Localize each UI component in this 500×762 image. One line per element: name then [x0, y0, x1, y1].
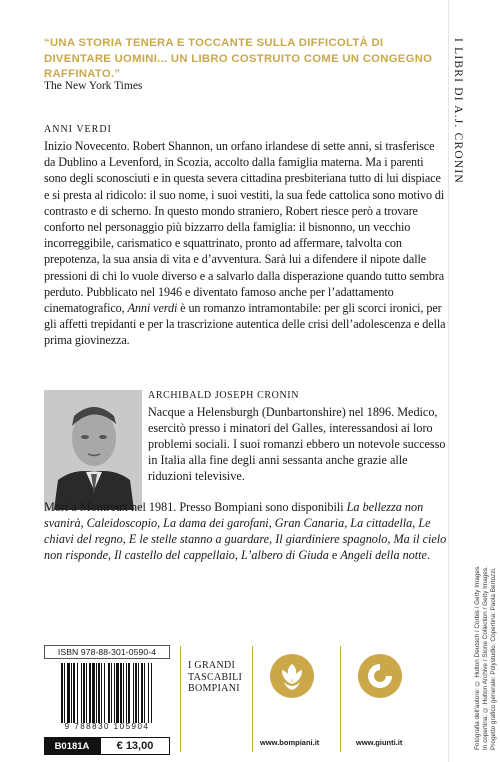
bompiani-logo-icon — [270, 654, 314, 698]
author-bio-top: Nacque a Helensburgh (Dunbartonshire) nel 1896. Medico, esercitò presso i minatori del Galles, interessandosi ai loro problemi sociali. I suoi romanzi ebbero un notevole successo in Italia alla fine degli anni sessanta anche grazie alle riduzioni televisive. — [148, 405, 446, 483]
barcode-bars — [44, 663, 170, 723]
synopsis-book-title: Anni verdi — [127, 301, 178, 316]
author-name: ARCHIBALD JOSEPH CRONIN — [148, 390, 300, 401]
synopsis-text-2: è un romanzo intramontabile: per gli scorci ironici, per gli affetti trepidanti e per la trascrizione autentica delle crisi dell’adolescenza e della prima giovinezza. — [44, 301, 446, 348]
synopsis-text-1: Inizio Novecento. Robert Shannon, un orfano irlandese di sette anni, si trasferisce da Dublino a Levenford, in Scozia, accolto dalla famiglia materna. Ma i parenti sono degli sconosciuti e in questa severa cittadina presbiteriana tutto di lui dispiace e si presta al ridicolo: il suo nome, i suoi vestiti, la sua fede cattolica sono motivo di contrasto e di scherno. In questo mondo straniero, Robert riesce però a trovare conforto nel personaggio più bizzarro della famiglia: il bisnonno, un vecchio incorreggibile, carismatico e squattrinato, pronto ad affermare, talvolta con prepotenza, la sua ansia di vita e d’avventura. Sarà lui a difendere il nipote dalle pressioni di chi lo vuole diverso e a salvarlo dalla disperazione quando tutto sembra perduto. Pubblicato nel 1946 e diventato famoso anche per l’adattamento cinematografico, — [44, 139, 445, 316]
bio-intro: Morì a Montreux nel 1981. Presso Bompiani sono disponibili — [44, 500, 347, 514]
giunti-website: www.giunti.it — [356, 738, 403, 747]
price-label: € 13,00 — [100, 737, 170, 755]
product-code: B0181A — [44, 737, 100, 755]
giunti-logo-icon — [358, 654, 402, 698]
author-portrait-graphic — [44, 390, 142, 510]
work-title: E le stelle stanno a guardare — [128, 531, 270, 546]
price-row — [44, 737, 170, 755]
image-credits: Fotografia dell’autore: © Hulton Deutsch / Corbis / Getty Images. In copertina: © Hulton Archive / Stone Collection / Getty Images. Progetto grafico generale: Polystudio. Copertina: Paola Bertozzi. — [474, 565, 497, 750]
barcode-block — [44, 645, 170, 745]
and-word: e — [328, 547, 341, 562]
isbn-label: ISBN 978-88-301-0590-4 — [44, 645, 170, 659]
series-name: I GRANDI TASCABILI BOMPIANI — [188, 660, 243, 694]
end-punct: . — [426, 547, 431, 562]
spine-series-title: I LIBRI DI A.J. CRONIN — [452, 38, 464, 184]
quote-source: The New York Times — [44, 80, 143, 92]
work-title: Il castello del cappellaio — [114, 547, 235, 562]
barcode-bar — [152, 663, 153, 723]
work-title: Gran Canaria — [274, 515, 345, 530]
author-photo — [44, 390, 142, 510]
work-title: Caleidoscopio — [86, 515, 158, 530]
bompiani-website: www.bompiani.it — [260, 738, 320, 747]
divider-line — [252, 646, 253, 752]
divider-line — [340, 646, 341, 752]
work-title: L’albero di Giuda — [241, 547, 329, 562]
work-title: La dama dei garofani — [163, 515, 269, 530]
book-title-heading: ANNI VERDI — [44, 124, 112, 135]
work-title: La cittadella — [350, 515, 413, 530]
author-bio-bottom: Morì a Montreux nel 1981. Presso Bompiani sono disponibili La bellezza non svanirà, Caleidoscopio, La dama dei garofani, Gran Canaria, La cittadella, Le chiavi del regno, E le stelle stanno a guardare, Il giardiniere spagnolo, Ma il cielo non risponde, Il castello del cappellaio, L’albero di Giuda e Angeli della notte. — [44, 500, 447, 562]
work-title: La bellezza non svanirà — [44, 500, 424, 530]
divider-line — [180, 646, 181, 752]
book-synopsis — [44, 138, 446, 349]
spine-fold-line — [448, 0, 449, 762]
work-title: Le chiavi del regno — [44, 515, 431, 546]
bompiani-mark-graphic — [270, 654, 314, 698]
work-title: Il giardiniere spagnolo — [275, 531, 388, 546]
press-quote: “UNA STORIA TENERA E TOCCANTE SULLA DIFFICOLTÀ DI DIVENTARE UOMINI... UN LIBRO COSTRUITO COME UN CONGEGNO RAFFINATO.” — [44, 37, 433, 80]
work-title: Ma il cielo non risponde — [44, 531, 447, 562]
barcode-digits: 9 788830 105904 — [64, 722, 150, 731]
giunti-mark-graphic — [358, 654, 402, 698]
work-title: Angeli della notte — [340, 547, 427, 562]
